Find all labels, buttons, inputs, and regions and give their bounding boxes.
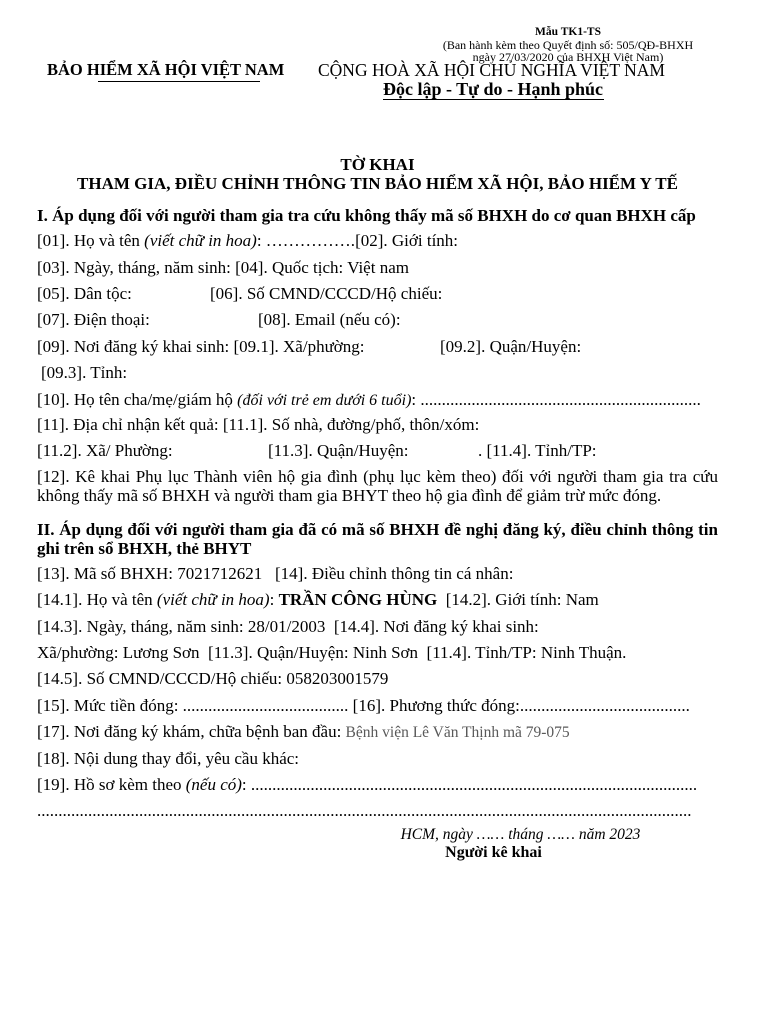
field-17-value: Bệnh viện Lê Văn Thịnh mã 79-075 bbox=[345, 724, 570, 741]
field-14-5-label: [14.5]. Số CMND/CCCD/Hộ chiếu: bbox=[37, 669, 287, 688]
province-value: Ninh Thuận. bbox=[540, 643, 627, 662]
field-07-label: [07]. Điện thoại: bbox=[37, 310, 150, 329]
field-12-paragraph: [12]. Kê khai Phụ lục Thành viên hộ gia đình (phụ lục kèm theo) đối với người tham gia tra cứu không thấy mã số BHXH và người tham gia BHYT theo hộ gia đình để giảm trừ mức đóng. bbox=[37, 467, 718, 505]
section-1-heading: I. Áp dụng đối với người tham gia tra cứu không thấy mã số BHXH do cơ quan BHXH cấp bbox=[37, 206, 696, 225]
field-04-label: [04]. Quốc tịch: bbox=[235, 258, 348, 277]
field-19-line bbox=[37, 775, 697, 795]
district-value: Ninh Sơn bbox=[352, 643, 419, 662]
dotted-continuation-line: .......................................................................................................................................................... bbox=[37, 801, 692, 820]
field-14-label: [14]. Điều chỉnh thông tin cá nhân: bbox=[262, 564, 514, 583]
field-11-label: [11]. Địa chỉ nhận kết quả: bbox=[37, 415, 223, 434]
form-reference bbox=[438, 26, 698, 64]
form-subtitle: THAM GIA, ĐIỀU CHỈNH THÔNG TIN BẢO HIỂM XÃ HỘI, BẢO HIỂM Y TẾ bbox=[77, 174, 678, 193]
field-13-label: [13]. Mã số BHXH: bbox=[37, 564, 178, 583]
signer-title: Người kê khai bbox=[445, 844, 542, 861]
field-19-hint: (nếu có) bbox=[185, 775, 242, 794]
field-09-2-label: [09.2]. Quận/Huyện: bbox=[440, 337, 582, 356]
field-14-5-value: 058203001579 bbox=[286, 669, 389, 688]
field-01-label: [01]. Họ và tên bbox=[37, 231, 145, 250]
field-11-1-label: [11.1]. Số nhà, đường/phố, thôn/xóm: bbox=[222, 415, 480, 434]
agency-underline bbox=[98, 81, 260, 82]
field-01-blank: : ……………. bbox=[256, 231, 356, 250]
field-14-3-value: 28/01/2003 bbox=[247, 617, 326, 636]
field-13-line bbox=[37, 564, 513, 584]
field-04-value: Việt nam bbox=[347, 258, 409, 277]
birthplace-line bbox=[37, 643, 626, 663]
field-14-2-label: [14.2]. Giới tính: bbox=[437, 590, 566, 609]
nation-name: CỘNG HOÀ XÃ HỘI CHỦ NGHĨA VIỆT NAM bbox=[318, 60, 665, 80]
place-and-date: HCM, ngày …… tháng …… năm 2023 bbox=[400, 826, 641, 843]
field-14-4-label: [14.4]. Nơi đăng ký khai sinh: bbox=[325, 617, 539, 636]
field-14-3-line bbox=[37, 617, 539, 637]
field-15-blank: ....................................... bbox=[182, 696, 349, 715]
motto-underline bbox=[383, 99, 604, 100]
field-14-1-line bbox=[37, 590, 599, 610]
field-14-1-hint: (viết chữ in hoa) bbox=[156, 590, 270, 609]
field-08-label: [08]. Email (nếu có): bbox=[258, 310, 401, 329]
field-11-3-label: [11.3]. Quận/Huyện: bbox=[268, 441, 409, 460]
field-16-label: [16]. Phương thức đóng: bbox=[348, 696, 520, 715]
field-16-blank: ........................................ bbox=[519, 696, 690, 715]
field-14-1-label: [14.1]. Họ và tên bbox=[37, 590, 157, 609]
field-09-1-label: [09.1]. Xã/phường: bbox=[233, 337, 365, 356]
field-17-label: [17]. Nơi đăng ký khám, chữa bệnh ban đầu: bbox=[37, 722, 346, 741]
field-14-2-value: Nam bbox=[565, 590, 599, 609]
field-14-1-colon: : bbox=[269, 590, 279, 609]
field-18-label: [18]. Nội dung thay đổi, yêu cầu khác: bbox=[37, 749, 300, 768]
field-06-label: [06]. Số CMND/CCCD/Hộ chiếu: bbox=[210, 284, 443, 303]
field-10-line bbox=[37, 390, 701, 411]
field-14-3-label: [14.3]. Ngày, tháng, năm sinh: bbox=[37, 617, 248, 636]
field-19-blank: : ......................................................................................................... bbox=[241, 775, 698, 794]
decree-line-2: ngày 27/03/2020 của BHXH Việt Nam) bbox=[472, 50, 664, 64]
field-17-line bbox=[37, 722, 570, 743]
field-09-3-label: [09.3]. Tỉnh: bbox=[41, 363, 128, 382]
form-title: TỜ KHAI bbox=[340, 155, 415, 174]
field-13-value: 7021712621 bbox=[177, 564, 263, 583]
decree-line-1: (Ban hành kèm theo Quyết định số: 505/QĐ-BHXH bbox=[442, 37, 694, 52]
field-01-hint: (viết chữ in hoa) bbox=[144, 231, 257, 250]
field-09-line bbox=[37, 337, 365, 357]
field-11-4-label: . [11.4]. Tỉnh/TP: bbox=[478, 441, 597, 460]
field-01-line bbox=[37, 231, 458, 251]
province-label: [11.4]. Tỉnh/TP: bbox=[418, 643, 541, 662]
field-03-line bbox=[37, 258, 409, 278]
field-15-line bbox=[37, 696, 690, 716]
field-19-label: [19]. Hồ sơ kèm theo bbox=[37, 775, 186, 794]
agency-name: BẢO HIỂM XÃ HỘI VIỆT NAM bbox=[47, 60, 285, 79]
district-label: [11.3]. Quận/Huyện: bbox=[199, 643, 353, 662]
field-14-1-value: TRẦN CÔNG HÙNG bbox=[278, 590, 438, 609]
ward-value: Lương Sơn bbox=[122, 643, 200, 662]
field-02-label: [02]. Giới tính: bbox=[355, 231, 459, 250]
field-11-2-label: [11.2]. Xã/ Phường: bbox=[37, 441, 173, 460]
field-05-label: [05]. Dân tộc: bbox=[37, 284, 132, 303]
field-10-hint: (đối với trẻ em dưới 6 tuổi) bbox=[237, 392, 412, 409]
field-09-label: [09]. Nơi đăng ký khai sinh: bbox=[37, 337, 234, 356]
field-11-line bbox=[37, 415, 479, 435]
field-14-5-line bbox=[37, 669, 388, 689]
field-10-label: [10]. Họ tên cha/mẹ/giám hộ bbox=[37, 390, 238, 409]
field-03-label: [03]. Ngày, tháng, năm sinh: bbox=[37, 258, 236, 277]
field-10-blank: : .................................................................. bbox=[411, 390, 701, 409]
form-code: Mẫu TK1-TS bbox=[535, 26, 601, 38]
field-15-label: [15]. Mức tiền đóng: bbox=[37, 696, 183, 715]
national-motto: Độc lập - Tự do - Hạnh phúc bbox=[383, 79, 604, 99]
section-2-heading: II. Áp dụng đối với người tham gia đã có mã số BHXH đề nghị đăng ký, điều chỉnh thông tin ghi trên sổ BHXH, thẻ BHYT bbox=[37, 520, 718, 558]
ward-label: Xã/phường: bbox=[37, 643, 123, 662]
